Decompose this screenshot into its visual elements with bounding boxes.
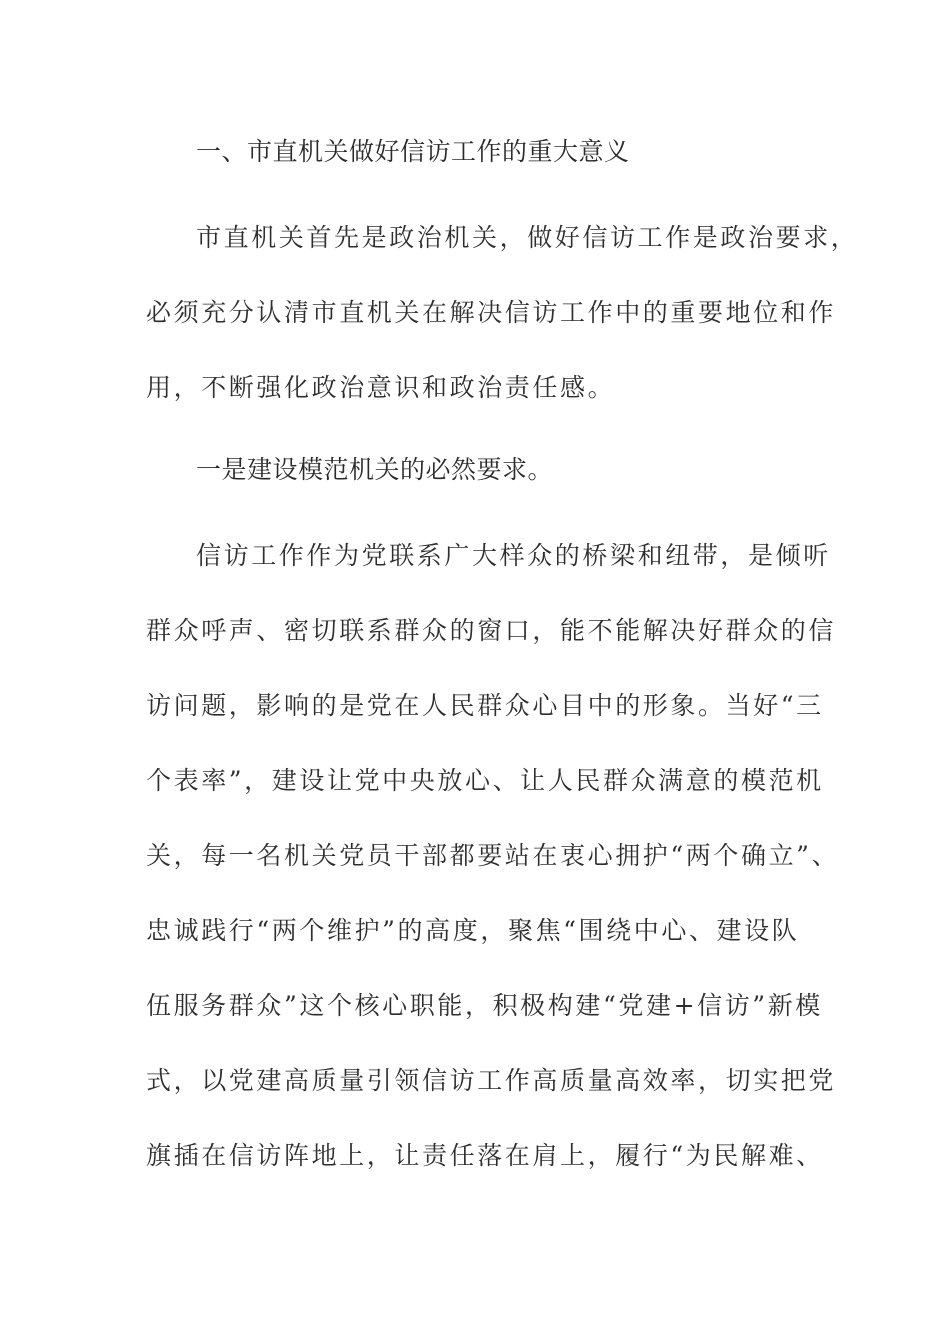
paragraph-line: 伍服务群众”这个核心职能，积极构建“党建+信访”新模 <box>146 991 823 1020</box>
section-heading: 一、市直机关做好信访工作的重大意义 <box>196 137 630 166</box>
paragraph-line: 群众呼声、密切联系群众的窗口，能不能解决好群众的信 <box>146 616 837 645</box>
paragraph-line: 关，每一名机关党员干部都要站在衷心拥护“两个确立”、 <box>146 841 840 870</box>
paragraph-line: 必须充分认清市直机关在解决信访工作中的重要地位和作 <box>146 298 837 327</box>
paragraph-line: 忠诚践行“两个维护”的高度，聚焦“围绕中心、建设队 <box>146 916 800 945</box>
paragraph-line: 用，不断强化政治意识和政治责任感。 <box>146 373 616 402</box>
subsection-heading: 一是建设模范机关的必然要求。 <box>196 455 554 484</box>
paragraph-line: 旗插在信访阵地上，让责任落在肩上，履行“为民解难、 <box>146 1141 824 1170</box>
paragraph-line: 市直机关首先是政治机关，做好信访工作是政治要求， <box>196 223 859 252</box>
paragraph-line: 式，以党建高质量引领信访工作高质量高效率，切实把党 <box>146 1066 837 1095</box>
paragraph-line: 访问题，影响的是党在人民群众心目中的形象。当好“三 <box>146 691 824 720</box>
paragraph-line: 个表率”，建设让党中央放心、让人民群众满意的模范机 <box>146 766 824 795</box>
paragraph-line: 信访工作作为党联系广大样众的桥梁和纽带，是倾听 <box>196 541 831 570</box>
